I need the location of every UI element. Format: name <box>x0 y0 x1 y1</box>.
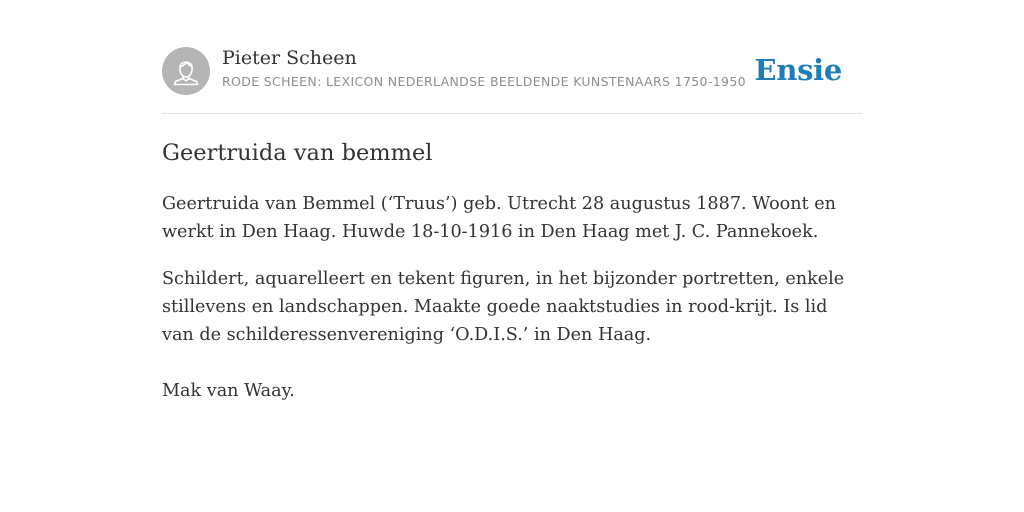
article-header <box>162 46 862 114</box>
article-body <box>162 190 862 405</box>
article-paragraph: Schildert, aquarelleert en tekent figuren, in het bijzonder portretten, enkele stillevens en landschappen. Maakte goede naaktstudies in rood-krijt. Is lid van de schilderessenvereniging ‘O.D.I.S.’ in Den Haag. <box>162 269 845 345</box>
author-name[interactable]: Pieter Scheen <box>222 47 357 69</box>
user-silhouette-icon <box>162 47 210 95</box>
article-attribution: Mak van Waay. <box>162 381 295 401</box>
article-card <box>162 46 862 405</box>
article-paragraph: Geertruida van Bemmel (‘Truus’) geb. Utrecht 28 augustus 1887. Woont en werkt in Den Haag. Huwde 18-10-1916 in Den Haag met J. C. Pannekoek. <box>162 194 837 242</box>
ensie-logo[interactable]: Ensie <box>754 53 842 87</box>
article-title: Geertruida van bemmel <box>162 140 433 166</box>
source-title[interactable]: RODE SCHEEN: LEXICON NEDERLANDSE BEELDENDE KUNSTENAARS 1750-1950 <box>222 74 746 89</box>
author-avatar <box>162 47 210 95</box>
